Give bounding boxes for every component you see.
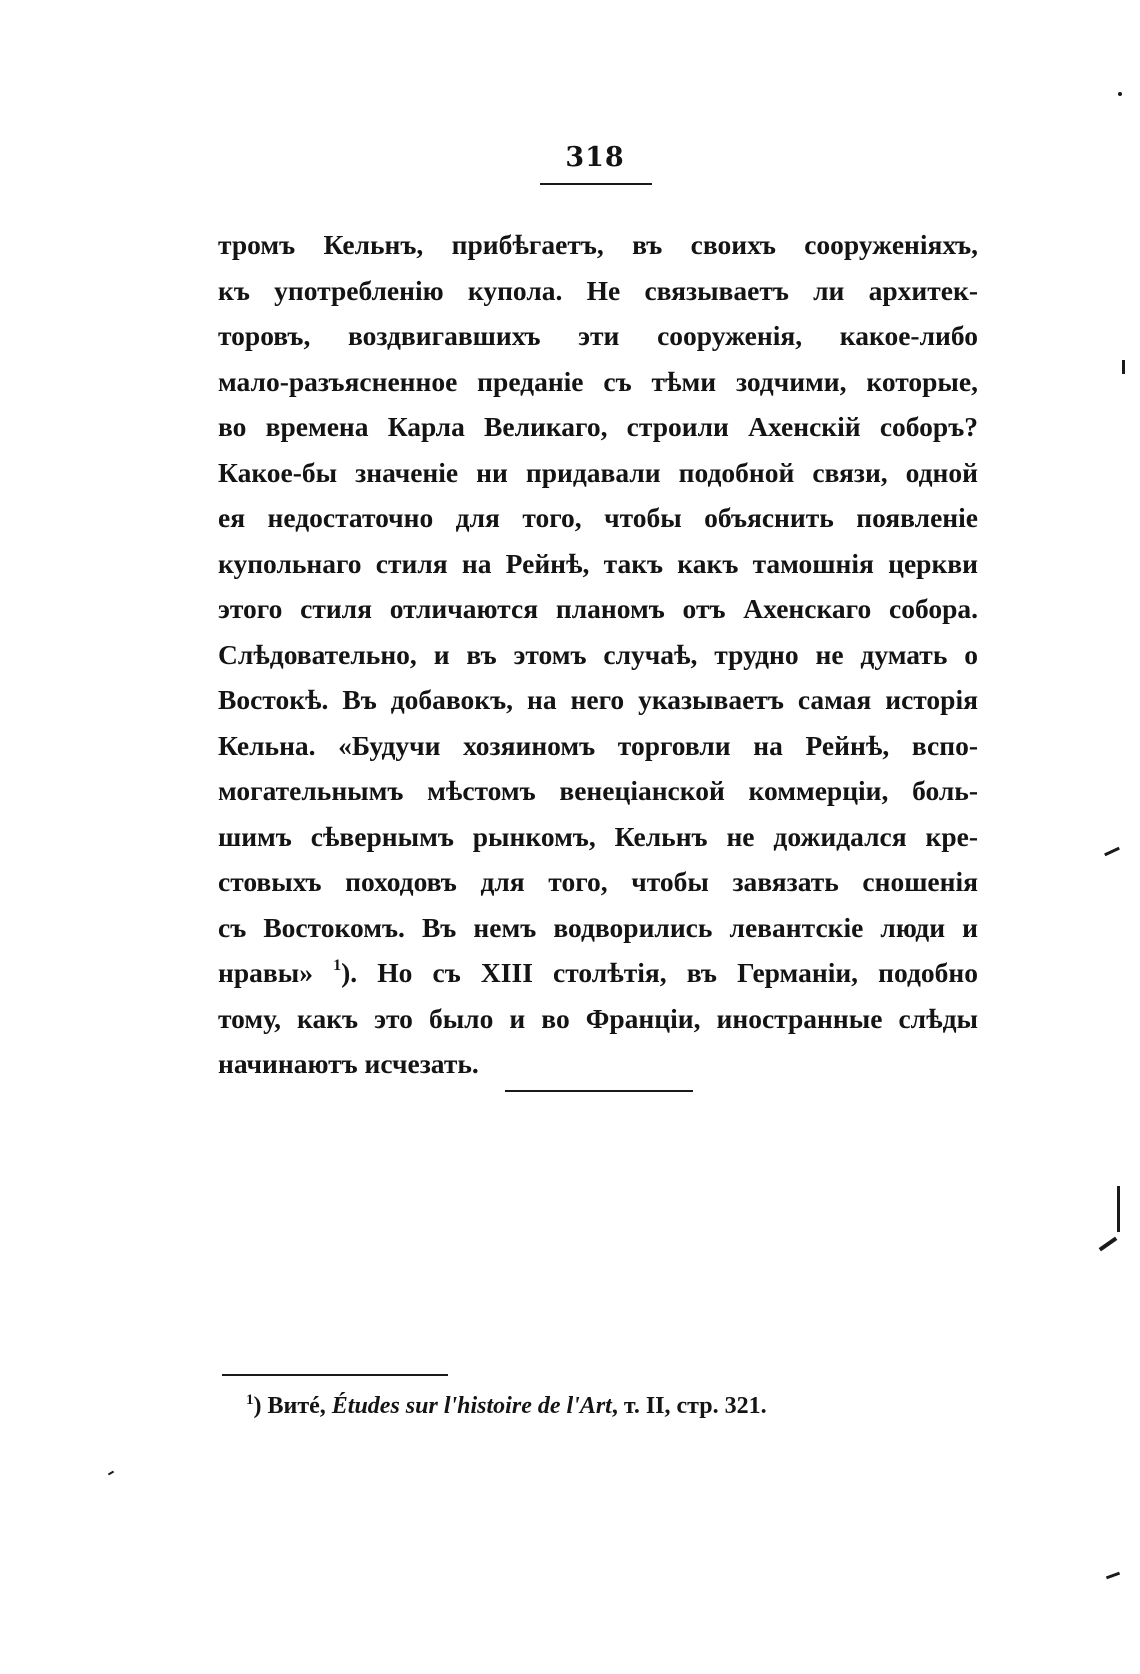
text-line: ея недостаточно для того, чтобы объяснить появленіе bbox=[218, 502, 978, 533]
scan-artifact bbox=[1099, 1237, 1118, 1252]
page-number: 318 bbox=[565, 142, 625, 173]
text-line: купольнаго стиля на Рейнѣ, такъ какъ тамошнія церкви bbox=[218, 547, 978, 579]
text-line: Кельна. «Будучи хозяиномъ торговли на Рейнѣ, вспо- bbox=[218, 729, 978, 761]
footnote-title: Études sur l'histoire de l'Art bbox=[331, 1393, 612, 1419]
footnote-marker-close: ) bbox=[253, 1393, 268, 1419]
section-separator bbox=[505, 1090, 693, 1092]
scan-artifact bbox=[1117, 1186, 1120, 1232]
scan-artifact bbox=[108, 1471, 114, 1476]
text-line: стовыхъ походовъ для того, чтобы завязать сношенія bbox=[218, 866, 978, 897]
scan-artifact bbox=[1122, 360, 1125, 374]
scan-artifact bbox=[1118, 92, 1122, 96]
text-line: Какое-бы значеніе ни придавали подобной связи, одной bbox=[218, 456, 978, 488]
text-line: къ употребленію купола. Не связываетъ ли архитек- bbox=[218, 274, 978, 306]
text-line: тому, какъ это было и во Франціи, иностранные слѣды bbox=[218, 1002, 978, 1034]
text-line: могательнымъ мѣстомъ венеціанской коммерціи, боль- bbox=[218, 775, 978, 806]
text-line-with-footnote-ref bbox=[218, 950, 978, 996]
line-end: ). Но съ XIII столѣтія, въ Германіи, подобно bbox=[341, 957, 978, 988]
footnote-rule bbox=[222, 1374, 448, 1376]
scan-artifact bbox=[1106, 1572, 1120, 1580]
text-line: этого стиля отличаются планомъ отъ Ахенскаго собора. bbox=[218, 593, 978, 624]
text-line: торовъ, воздвигавшихъ эти сооруженія, какое-либо bbox=[218, 320, 978, 351]
text-line: мало-разъясненное преданіе съ тѣми зодчими, которые, bbox=[218, 365, 978, 397]
footnote bbox=[246, 1389, 767, 1426]
text-line: во времена Карла Великаго, строили Ахенскій соборъ? bbox=[218, 411, 978, 442]
footnote-author: Витé, bbox=[267, 1393, 332, 1419]
footnote-reference: 1 bbox=[333, 957, 342, 974]
text-line: шимъ сѣвернымъ рынкомъ, Кельнъ не дожидался кре- bbox=[218, 820, 978, 852]
text-line: Слѣдовательно, и въ этомъ случаѣ, трудно не думать о bbox=[218, 638, 978, 670]
text-line: Востокѣ. Въ добавокъ, на него указываетъ самая исторія bbox=[218, 684, 978, 715]
page-number-rule bbox=[540, 183, 652, 185]
text-line: тромъ Кельнъ, прибѣгаетъ, въ своихъ сооруженіяхъ, bbox=[218, 229, 978, 260]
footnote-rest: , т. II, стр. 321. bbox=[611, 1393, 767, 1419]
line-start: нравы» bbox=[218, 957, 334, 988]
scan-artifact bbox=[1104, 847, 1120, 856]
main-text bbox=[218, 222, 978, 1087]
footnote-marker: 1 bbox=[246, 1392, 254, 1408]
text-line: съ Востокомъ. Въ немъ водворились левантскіе люди и bbox=[218, 911, 978, 943]
text-line-last: начинаютъ исчезать. bbox=[218, 1048, 479, 1079]
